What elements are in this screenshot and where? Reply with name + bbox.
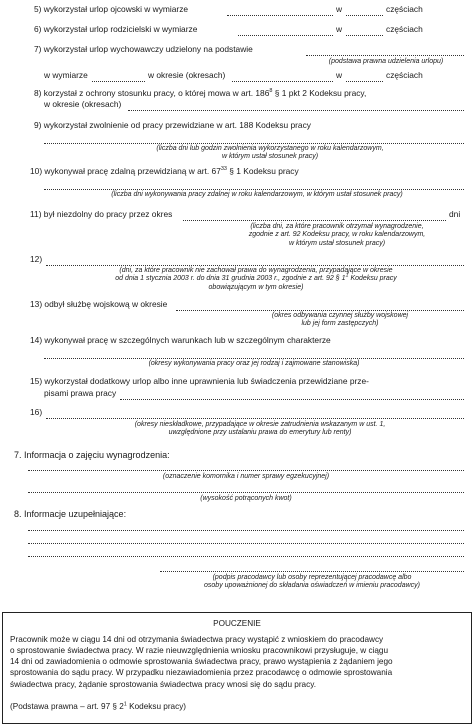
item-5-w: w bbox=[336, 4, 343, 14]
item-9-note: (liczba dni lub godzin zwolnienia wykorzystanego w roku kalendarzowym, w którym ustał stosunek pracy) bbox=[156, 145, 384, 161]
item-10-field[interactable] bbox=[44, 189, 464, 190]
section-7-note-amounts: (wysokość potrąconych kwot) bbox=[200, 495, 292, 502]
item-7-parts-label: częściach bbox=[386, 70, 423, 80]
item-16-field[interactable] bbox=[46, 418, 464, 419]
section-7-field-amounts[interactable] bbox=[28, 492, 464, 493]
item-11-days: dni bbox=[449, 209, 461, 219]
item-6-label: 6) wykorzystał urlop rodzicielski w wymiarze bbox=[34, 24, 198, 34]
item-6-field-amount[interactable] bbox=[238, 35, 333, 36]
item-5-field-parts[interactable] bbox=[346, 15, 383, 16]
item-14-field[interactable] bbox=[44, 358, 464, 359]
item-5-label: 5) wykorzystał urlop ojcowski w wymiarze bbox=[34, 4, 189, 14]
item-15-field[interactable] bbox=[120, 399, 464, 400]
section-7-field-bailiff[interactable] bbox=[28, 470, 464, 471]
instructions-title: POUCZENIE bbox=[213, 619, 261, 628]
item-7-note: (podstawa prawna udzielenia urlopu) bbox=[328, 58, 444, 65]
section-8-field-3[interactable] bbox=[28, 556, 464, 557]
item-8-line2: w okresie (okresach) bbox=[44, 99, 122, 109]
instructions-text: Pracownik może w ciągu 14 dni od otrzymania świadectwa pracy wystąpić z wnioskiem do pracodawcy o sprostowanie świadectwa pracy. W razie nieuwzględnienia wniosku pracownikowi przysługuje, w ciągu 14 dni od zawiadomienia o odmowie sprostowania świadectwa pracy, prawo wystąpienia z żądaniem jego sprostowania do sądu pracy. W przypadku niezawiadomienia przez pracodawcę o odmowie sprostowania świadectwa pracy, żądanie sprostowania świadectwa pracy wnosi się do sądu pracy. bbox=[10, 635, 393, 689]
item-11-note: (liczba dni, za które pracownik otrzymał wynagrodzenie, zgodnie z art. 92 Kodeksu pracy, w roku kalendarzowym, w którym ustał stosunek pracy) bbox=[248, 223, 426, 247]
item-11-field[interactable] bbox=[183, 220, 446, 221]
item-10-note: (liczba dni wykonywania pracy zdalnej w roku kalendarzowym, w którym ustał stosunek pracy) bbox=[111, 191, 403, 198]
legal-basis: (Podstawa prawna – art. 97 § $2^1$ Kodeksu pracy) bbox=[10, 701, 187, 711]
item-16-label: 16) bbox=[30, 407, 43, 417]
item-8-line1: 8) korzystał z ochrony stosunku pracy, o której mowa w art. $186^8$ § 1 pkt 2 Kodeksu pracy, bbox=[34, 88, 367, 98]
item-10-label: 10) wykonywał pracę zdalną przewidzianą w art. $67^{33}$ § 1 Kodeksu pracy bbox=[30, 166, 299, 176]
item-8-field-period[interactable] bbox=[128, 110, 464, 111]
item-13-label: 13) odbył służbę wojskową w okresie bbox=[30, 299, 168, 309]
signature-note: (podpis pracodawcy lub osoby reprezentującej pracodawcę albo osoby upoważnionej do składania oświadczeń w imieniu pracodawcy) bbox=[204, 574, 420, 590]
item-7-field-parts[interactable] bbox=[346, 81, 383, 82]
item-7-field-amount[interactable] bbox=[92, 81, 145, 82]
item-14-note: (okresy wykonywania pracy oraz jej rodzaj i zajmowane stanowiska) bbox=[148, 360, 360, 367]
item-5-parts-label: częściach bbox=[386, 4, 423, 14]
section-7-note-bailiff: (oznaczenie komornika i numer sprawy egzekucyjnej) bbox=[162, 473, 330, 480]
signature-field[interactable] bbox=[160, 571, 464, 572]
section-8-field-1[interactable] bbox=[28, 530, 464, 531]
item-7-in-amount: w wymiarze bbox=[44, 70, 88, 80]
item-9-label: 9) wykorzystał zwolnienie od pracy przewidziane w art. 188 Kodeksu pracy bbox=[34, 120, 311, 130]
item-7-label: 7) wykorzystał urlop wychowawczy udzielony na podstawie bbox=[34, 44, 253, 54]
item-5-field-amount[interactable] bbox=[227, 15, 333, 16]
item-7-field-basis[interactable] bbox=[306, 55, 464, 56]
item-13-note: (okres odbywania czynnej służby wojskowej lub jej form zastępczych) bbox=[271, 312, 409, 328]
item-12-label: 12) bbox=[30, 254, 43, 264]
section-7-title: 7. Informacja o zajęciu wynagrodzenia: bbox=[14, 450, 170, 460]
item-6-parts-label: częściach bbox=[386, 24, 423, 34]
item-15-line1: 15) wykorzystał dodatkowy urlop albo inne uprawnienia lub świadczenia przewidziane prze- bbox=[30, 376, 369, 386]
section-8-field-2[interactable] bbox=[28, 543, 464, 544]
item-7-field-period[interactable] bbox=[232, 81, 333, 82]
item-6-field-parts[interactable] bbox=[346, 35, 383, 36]
item-7-in-period: w okresie (okresach) bbox=[148, 70, 226, 80]
item-16-note: (okresy nieskładkowe, przypadające w okresie zatrudnienia wskazanym w ust. 1, uwzględnione przy ustalaniu prawa do emerytury lub renty) bbox=[134, 421, 386, 437]
item-15-line2: pisami prawa pracy bbox=[44, 388, 117, 398]
section-8-title: 8. Informacje uzupełniające: bbox=[14, 509, 127, 519]
item-9-field[interactable] bbox=[44, 143, 464, 144]
item-12-note: (dni, za które pracownik nie zachował prawa do wynagrodzenia, przypadające w okresie od dnia 1 stycznia 2003 r. do dnia 31 grudnia 2003 r., zgodnie z art. 92 § $1^1$ Kodeksu pracy obowiązującym w tym okresie) bbox=[115, 267, 397, 291]
item-11-label: 11) był niezdolny do pracy przez okres bbox=[30, 209, 173, 219]
item-13-field[interactable] bbox=[176, 310, 464, 311]
item-7-w: w bbox=[336, 70, 343, 80]
item-12-field[interactable] bbox=[46, 265, 464, 266]
item-14-label: 14) wykonywał pracę w szczególnych warunkach lub w szczególnym charakterze bbox=[30, 335, 331, 345]
item-6-w: w bbox=[336, 24, 343, 34]
